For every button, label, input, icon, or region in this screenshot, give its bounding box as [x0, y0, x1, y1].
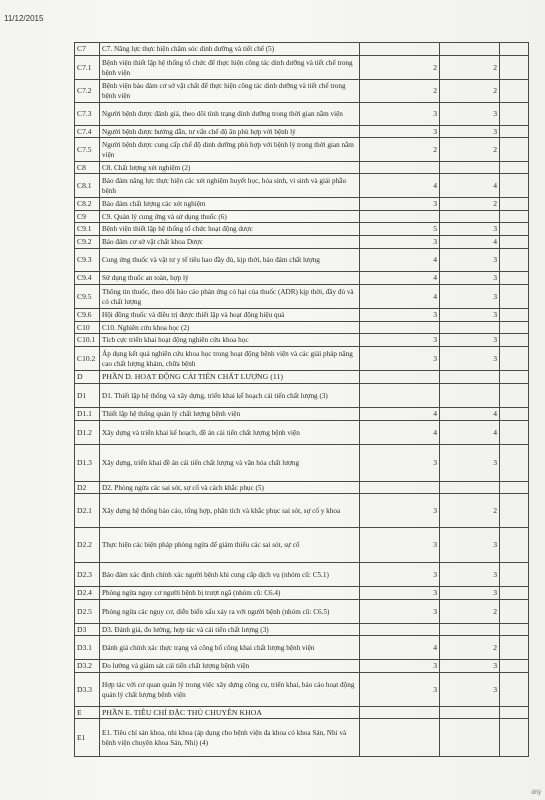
criterion-code: C7 — [75, 43, 100, 56]
table-row — [75, 211, 529, 223]
score-column-1 — [360, 211, 440, 223]
criterion-code: C9.1 — [75, 223, 100, 236]
score-column-1 — [360, 719, 440, 757]
blank-column — [500, 309, 529, 322]
table-row — [75, 528, 529, 563]
table-row — [75, 600, 529, 624]
criteria-table — [74, 42, 529, 757]
blank-column — [500, 384, 529, 408]
blank-column — [500, 445, 529, 482]
criterion-description: D2. Phòng ngừa các sai sót, sự cố và cách khắc phục (5) — [100, 482, 360, 494]
blank-column — [500, 587, 529, 600]
blank-column — [500, 103, 529, 126]
criterion-code: D2.1 — [75, 494, 100, 528]
score-column-2 — [440, 43, 500, 56]
score-column-2: 3 — [440, 563, 500, 587]
criterion-code: D3.3 — [75, 673, 100, 707]
criterion-description: C7. Nâng lực thực hiện chăm sóc dinh dưỡng và tiết chế (5) — [100, 43, 360, 56]
criterion-code: E — [75, 707, 100, 719]
blank-column — [500, 494, 529, 528]
criterion-code: C8.1 — [75, 174, 100, 198]
score-column-1: 4 — [360, 285, 440, 309]
blank-column — [500, 174, 529, 198]
criterion-description: Phòng ngừa nguy cơ người bệnh bị trượt ngã (nhóm cũ: C6.4) — [100, 587, 360, 600]
criterion-code: D1.2 — [75, 421, 100, 445]
score-column-2: 3 — [440, 445, 500, 482]
criterion-code: D3.2 — [75, 660, 100, 673]
criterion-description: PHẦN D. HOẠT ĐỘNG CẢI TIẾN CHẤT LƯỢNG (11) — [100, 371, 360, 384]
score-column-1: 3 — [360, 600, 440, 624]
score-column-1 — [360, 162, 440, 174]
score-column-2: 4 — [440, 236, 500, 249]
criterion-description: Bảo đảm xác định chính xác người bệnh khi cung cấp dịch vụ (nhóm cũ: C5.1) — [100, 563, 360, 587]
criterion-code: C9.5 — [75, 285, 100, 309]
criterion-code: C8 — [75, 162, 100, 174]
score-column-2: 2 — [440, 600, 500, 624]
score-column-2 — [440, 162, 500, 174]
score-column-1: 3 — [360, 236, 440, 249]
score-column-2 — [440, 707, 500, 719]
table-row — [75, 719, 529, 757]
table-row — [75, 80, 529, 103]
score-column-2: 2 — [440, 138, 500, 162]
criterion-code: D2.5 — [75, 600, 100, 624]
score-column-2: 3 — [440, 660, 500, 673]
score-column-2: 4 — [440, 174, 500, 198]
blank-column — [500, 624, 529, 636]
criterion-description: Áp dụng kết quả nghiên cứu khoa học trong hoạt động bệnh viện và các giải pháp nâng cao chất lượng khám, chữa bệnh — [100, 347, 360, 371]
criterion-description: Phòng ngừa các nguy cơ, diễn biến xấu xảy ra với người bệnh (nhóm cũ: C6.5) — [100, 600, 360, 624]
score-column-2: 3 — [440, 528, 500, 563]
table-row — [75, 138, 529, 162]
criterion-code: C10 — [75, 322, 100, 334]
criterion-description: Đánh giá chính xác thực trạng và công bố công khai chất lượng bệnh viện — [100, 636, 360, 660]
blank-column — [500, 322, 529, 334]
score-column-2: 3 — [440, 249, 500, 272]
score-column-1: 4 — [360, 408, 440, 421]
criterion-description: Thực hiện các biện pháp phòng ngừa để giảm thiểu các sai sót, sự cố — [100, 528, 360, 563]
table-row — [75, 347, 529, 371]
table-row — [75, 249, 529, 272]
score-column-2: 2 — [440, 198, 500, 211]
blank-column — [500, 673, 529, 707]
score-column-1: 2 — [360, 138, 440, 162]
score-column-1: 4 — [360, 272, 440, 285]
table-row — [75, 126, 529, 138]
blank-column — [500, 660, 529, 673]
score-column-2: 3 — [440, 272, 500, 285]
table-row — [75, 494, 529, 528]
criterion-code: E1 — [75, 719, 100, 757]
score-column-2: 2 — [440, 494, 500, 528]
table-row — [75, 563, 529, 587]
criterion-description: Người bệnh được hướng dẫn, tư vấn chế độ ăn phù hợp với bệnh lý — [100, 126, 360, 138]
score-column-1: 3 — [360, 126, 440, 138]
criterion-description: C10. Nghiên cứu khoa học (2) — [100, 322, 360, 334]
score-column-1 — [360, 371, 440, 384]
score-column-2 — [440, 371, 500, 384]
criterion-code: D3 — [75, 624, 100, 636]
score-column-1: 2 — [360, 56, 440, 80]
criterion-code: D2.3 — [75, 563, 100, 587]
score-column-2: 3 — [440, 309, 500, 322]
blank-column — [500, 211, 529, 223]
criterion-description: Người bệnh được đánh giá, theo dõi tình trạng dinh dưỡng trong thời gian nằm viện — [100, 103, 360, 126]
blank-column — [500, 56, 529, 80]
criterion-description: Người bệnh được cung cấp chế độ dinh dưỡng phù hợp với bệnh lý trong thời gian nằm viện — [100, 138, 360, 162]
criterion-description: Xây dựng, triển khai đề án cải tiến chất lượng và văn hóa chất lượng — [100, 445, 360, 482]
score-column-1: 3 — [360, 528, 440, 563]
table-row — [75, 673, 529, 707]
criterion-code: C10.1 — [75, 334, 100, 347]
blank-column — [500, 223, 529, 236]
score-column-1: 3 — [360, 347, 440, 371]
blank-column — [500, 198, 529, 211]
table-row — [75, 408, 529, 421]
criterion-description: Hội đồng thuốc và điều trị được thiết lập và hoạt động hiệu quả — [100, 309, 360, 322]
score-column-2: 3 — [440, 347, 500, 371]
criterion-code: D1.1 — [75, 408, 100, 421]
score-column-1 — [360, 624, 440, 636]
table-row — [75, 309, 529, 322]
table-row — [75, 660, 529, 673]
score-column-1: 3 — [360, 309, 440, 322]
criterion-code: D2 — [75, 482, 100, 494]
criterion-description: Sử dụng thuốc an toàn, hợp lý — [100, 272, 360, 285]
criterion-description: PHẦN E. TIÊU CHÍ ĐẶC THÙ CHUYÊN KHOA — [100, 707, 360, 719]
score-column-2 — [440, 482, 500, 494]
score-column-2: 3 — [440, 285, 500, 309]
criterion-code: D — [75, 371, 100, 384]
score-column-1: 4 — [360, 174, 440, 198]
blank-column — [500, 80, 529, 103]
table-row — [75, 236, 529, 249]
criterion-description: Xây dựng và triển khai kế hoạch, đề án cải tiến chất lượng bệnh viện — [100, 421, 360, 445]
score-column-1: 3 — [360, 587, 440, 600]
blank-column — [500, 285, 529, 309]
criterion-code: C9.3 — [75, 249, 100, 272]
criterion-code: D1.3 — [75, 445, 100, 482]
blank-column — [500, 347, 529, 371]
blank-column — [500, 272, 529, 285]
score-column-2: 2 — [440, 636, 500, 660]
table-row — [75, 223, 529, 236]
score-column-1: 3 — [360, 198, 440, 211]
score-column-2: 2 — [440, 56, 500, 80]
blank-column — [500, 600, 529, 624]
score-column-1: 3 — [360, 445, 440, 482]
table-row — [75, 272, 529, 285]
score-column-2: 3 — [440, 126, 500, 138]
table-row — [75, 482, 529, 494]
score-column-2 — [440, 719, 500, 757]
criterion-code: D2.2 — [75, 528, 100, 563]
criterion-description: Tích cực triển khai hoạt động nghiên cứu khoa học — [100, 334, 360, 347]
blank-column — [500, 334, 529, 347]
section-row — [75, 371, 529, 384]
score-column-1: 3 — [360, 660, 440, 673]
criterion-code: C9.2 — [75, 236, 100, 249]
criterion-code: C9 — [75, 211, 100, 223]
blank-column — [500, 43, 529, 56]
table-row — [75, 636, 529, 660]
table-row — [75, 384, 529, 408]
score-column-1 — [360, 322, 440, 334]
criterion-code: C7.4 — [75, 126, 100, 138]
table-row — [75, 162, 529, 174]
criterion-description: E1. Tiêu chí sản khoa, nhi khoa (áp dụng cho bệnh viện đa khoa có khoa Sản, Nhi và bệnh viện chuyên khoa Sản, Nhi) (4) — [100, 719, 360, 757]
criterion-code: C7.5 — [75, 138, 100, 162]
criterion-code: C10.2 — [75, 347, 100, 371]
table-row — [75, 198, 529, 211]
score-column-2: 3 — [440, 223, 500, 236]
score-column-2 — [440, 211, 500, 223]
table-row — [75, 322, 529, 334]
blank-column — [500, 138, 529, 162]
corner-mark: d/tý — [531, 790, 541, 796]
score-column-2: 2 — [440, 80, 500, 103]
criterion-code: C8.2 — [75, 198, 100, 211]
criterion-code: C9.6 — [75, 309, 100, 322]
criteria-table-body — [75, 43, 529, 757]
blank-column — [500, 162, 529, 174]
table-row — [75, 285, 529, 309]
criterion-description: Bảo đảm năng lực thực hiện các xét nghiệm huyết học, hóa sinh, vi sinh và giải phẫu bệnh — [100, 174, 360, 198]
score-column-2: 3 — [440, 334, 500, 347]
score-column-1 — [360, 482, 440, 494]
table-row — [75, 103, 529, 126]
criterion-code: C7.1 — [75, 56, 100, 80]
criterion-description: Bệnh viện bảo đảm cơ sở vật chất để thực hiện công tác dinh dưỡng và tiết chế trong bệnh viện — [100, 80, 360, 103]
criterion-code: D1 — [75, 384, 100, 408]
score-column-2: 3 — [440, 673, 500, 707]
table-row — [75, 56, 529, 80]
table-row — [75, 174, 529, 198]
blank-column — [500, 528, 529, 563]
blank-column — [500, 421, 529, 445]
blank-column — [500, 236, 529, 249]
criterion-description: Cung ứng thuốc và vật tư y tế tiêu hao đầy đủ, kịp thời, bảo đảm chất lượng — [100, 249, 360, 272]
table-row — [75, 624, 529, 636]
score-column-1: 3 — [360, 103, 440, 126]
blank-column — [500, 249, 529, 272]
table-row — [75, 421, 529, 445]
score-column-1: 3 — [360, 673, 440, 707]
score-column-1: 2 — [360, 80, 440, 103]
criterion-description: Xây dựng hệ thống báo cáo, tổng hợp, phân tích và khắc phục sai sót, sự cố y khoa — [100, 494, 360, 528]
score-column-1: 4 — [360, 636, 440, 660]
score-column-2 — [440, 624, 500, 636]
score-column-2: 4 — [440, 421, 500, 445]
score-column-2 — [440, 322, 500, 334]
blank-column — [500, 719, 529, 757]
criterion-code: D2.4 — [75, 587, 100, 600]
table-row — [75, 587, 529, 600]
criterion-code: C7.3 — [75, 103, 100, 126]
criterion-description: Thiết lập hệ thống quản lý chất lượng bệnh viện — [100, 408, 360, 421]
criterion-description: Bảo đảm cơ sở vật chất khoa Dược — [100, 236, 360, 249]
score-column-2: 4 — [440, 408, 500, 421]
section-row — [75, 707, 529, 719]
blank-column — [500, 408, 529, 421]
blank-column — [500, 636, 529, 660]
blank-column — [500, 707, 529, 719]
criterion-description: D1. Thiết lập hệ thống và xây dựng, triển khai kế hoạch cải tiến chất lượng (3) — [100, 384, 360, 408]
blank-column — [500, 563, 529, 587]
score-column-1 — [360, 384, 440, 408]
table-row — [75, 445, 529, 482]
score-column-2 — [440, 384, 500, 408]
criterion-code: C9.4 — [75, 272, 100, 285]
blank-column — [500, 371, 529, 384]
score-column-1 — [360, 43, 440, 56]
score-column-1: 3 — [360, 334, 440, 347]
score-column-1: 4 — [360, 421, 440, 445]
criterion-description: C9. Quản lý cung ứng và sử dụng thuốc (6) — [100, 211, 360, 223]
score-column-1: 3 — [360, 494, 440, 528]
criterion-description: Bảo đảm chất lượng các xét nghiệm — [100, 198, 360, 211]
score-column-1: 4 — [360, 249, 440, 272]
score-column-1: 3 — [360, 563, 440, 587]
score-column-2: 3 — [440, 587, 500, 600]
score-column-1: 5 — [360, 223, 440, 236]
table-row — [75, 43, 529, 56]
score-column-2: 3 — [440, 103, 500, 126]
blank-column — [500, 482, 529, 494]
table-row — [75, 334, 529, 347]
criterion-description: Hợp tác với cơ quan quản lý trong việc xây dựng công cụ, triển khai, báo cáo hoạt động quản lý chất lượng bệnh viện — [100, 673, 360, 707]
blank-column — [500, 126, 529, 138]
criterion-description: D3. Đánh giá, đo lường, hợp tác và cải tiến chất lượng (3) — [100, 624, 360, 636]
criterion-code: C7.2 — [75, 80, 100, 103]
score-column-1 — [360, 707, 440, 719]
criterion-code: D3.1 — [75, 636, 100, 660]
criterion-description: Bệnh viện thiết lập hệ thống tổ chức để thực hiện công tác dinh dưỡng và tiết chế trong bệnh viện — [100, 56, 360, 80]
criterion-description: C8. Chất lượng xét nghiệm (2) — [100, 162, 360, 174]
criterion-description: Thông tin thuốc, theo dõi báo cáo phản ứng có hại của thuốc (ADR) kịp thời, đầy đủ và có chất lượng — [100, 285, 360, 309]
criterion-description: Bệnh viện thiết lập hệ thống tổ chức hoạt động dược — [100, 223, 360, 236]
criterion-description: Đo lường và giám sát cải tiến chất lượng bệnh viện — [100, 660, 360, 673]
print-date: 11/12/2015 — [4, 14, 44, 23]
